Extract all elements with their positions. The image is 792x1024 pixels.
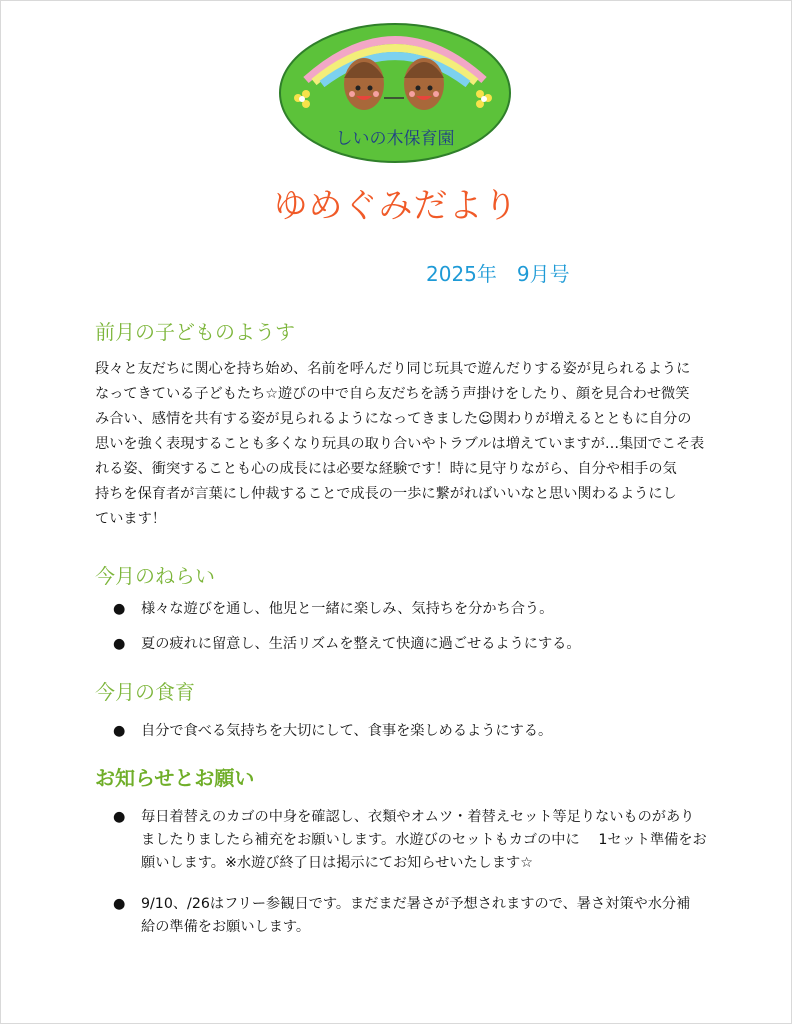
list-item xyxy=(113,806,707,875)
list-item-text: 自分で食べる気持ちを大切にして、食事を楽しめるようにする。 xyxy=(141,723,553,739)
acorn-character-right-icon xyxy=(404,58,444,110)
paragraph-line: なってきている子どもたち☆遊びの中で自ら友だちを誘う声掛けをしたり、顔を見合わせ微笑 xyxy=(95,386,690,402)
bullet-icon: ● xyxy=(113,601,126,617)
list-item xyxy=(113,598,581,621)
bullet-icon: ● xyxy=(113,809,126,825)
heading-aims: 今月のねらい xyxy=(95,564,215,588)
nursery-logo xyxy=(278,22,512,164)
list-food xyxy=(113,720,552,743)
heading-last-month: 前月の子どものようす xyxy=(95,320,295,344)
paragraph-line: 思いを強く表現することも多くなり玩具の取り合いやトラブルは増えていますが…集団でこそ表 xyxy=(95,436,705,452)
list-item xyxy=(113,720,552,743)
list-item xyxy=(113,633,581,656)
logo-text: しいの木保育園 xyxy=(335,129,455,149)
list-item-text: 9/10、/26はフリー参観日です。まだまだ暑さが予想されますので、暑さ対策や水分補 xyxy=(141,896,691,912)
list-notices xyxy=(113,806,707,939)
heading-notices: お知らせとお願い xyxy=(95,766,255,790)
list-item-text: 毎日着替えのカゴの中身を確認し、衣類やオムツ・着替えセット等足りないものがあり xyxy=(141,809,695,825)
acorn-character-left-icon xyxy=(344,58,384,110)
paragraph-line: 持ちを保育者が言葉にし仲裁することで成長の一歩に繋がればいいなと思い関わるようにし xyxy=(95,486,677,502)
bullet-icon: ● xyxy=(113,896,126,912)
bullet-icon: ● xyxy=(113,636,126,652)
newsletter-title: ゆめぐみだより xyxy=(273,186,519,226)
list-item-text: ましたりましたら補充をお願いします。水遊びのセットもカゴの中に 1セット準備をお xyxy=(141,832,707,848)
list-aims xyxy=(113,598,581,656)
heading-food: 今月の食育 xyxy=(95,680,195,704)
paragraph-line: み合い、感情を共有する姿が見られるようになってきました☺関わりが増えるとともに自分の xyxy=(95,411,692,427)
paragraph-last-month xyxy=(95,357,707,532)
list-item-text: 給の準備をお願いします。 xyxy=(141,919,311,935)
issue-date: 2025年 9月号 xyxy=(426,262,570,286)
list-item-text: 願いします。※水遊び終了日は掲示にてお知らせいたします☆ xyxy=(141,855,533,871)
paragraph-line: れる姿、衝突することも心の成長には必要な経験です！時に見守りながら、自分や相手の気 xyxy=(95,461,677,477)
paragraph-line: ています！ xyxy=(95,511,166,527)
bullet-icon: ● xyxy=(113,723,126,739)
paragraph-line: 段々と友だちに関心を持ち始め、名前を呼んだり同じ玩具で遊んだりする姿が見られるように xyxy=(95,361,691,377)
list-item xyxy=(113,893,707,939)
list-item-text: 夏の疲れに留意し、生活リズムを整えて快適に過ごせるようにする。 xyxy=(141,636,581,652)
list-item-text: 様々な遊びを通し、他児と一緒に楽しみ、気持ちを分かち合う。 xyxy=(141,601,554,617)
